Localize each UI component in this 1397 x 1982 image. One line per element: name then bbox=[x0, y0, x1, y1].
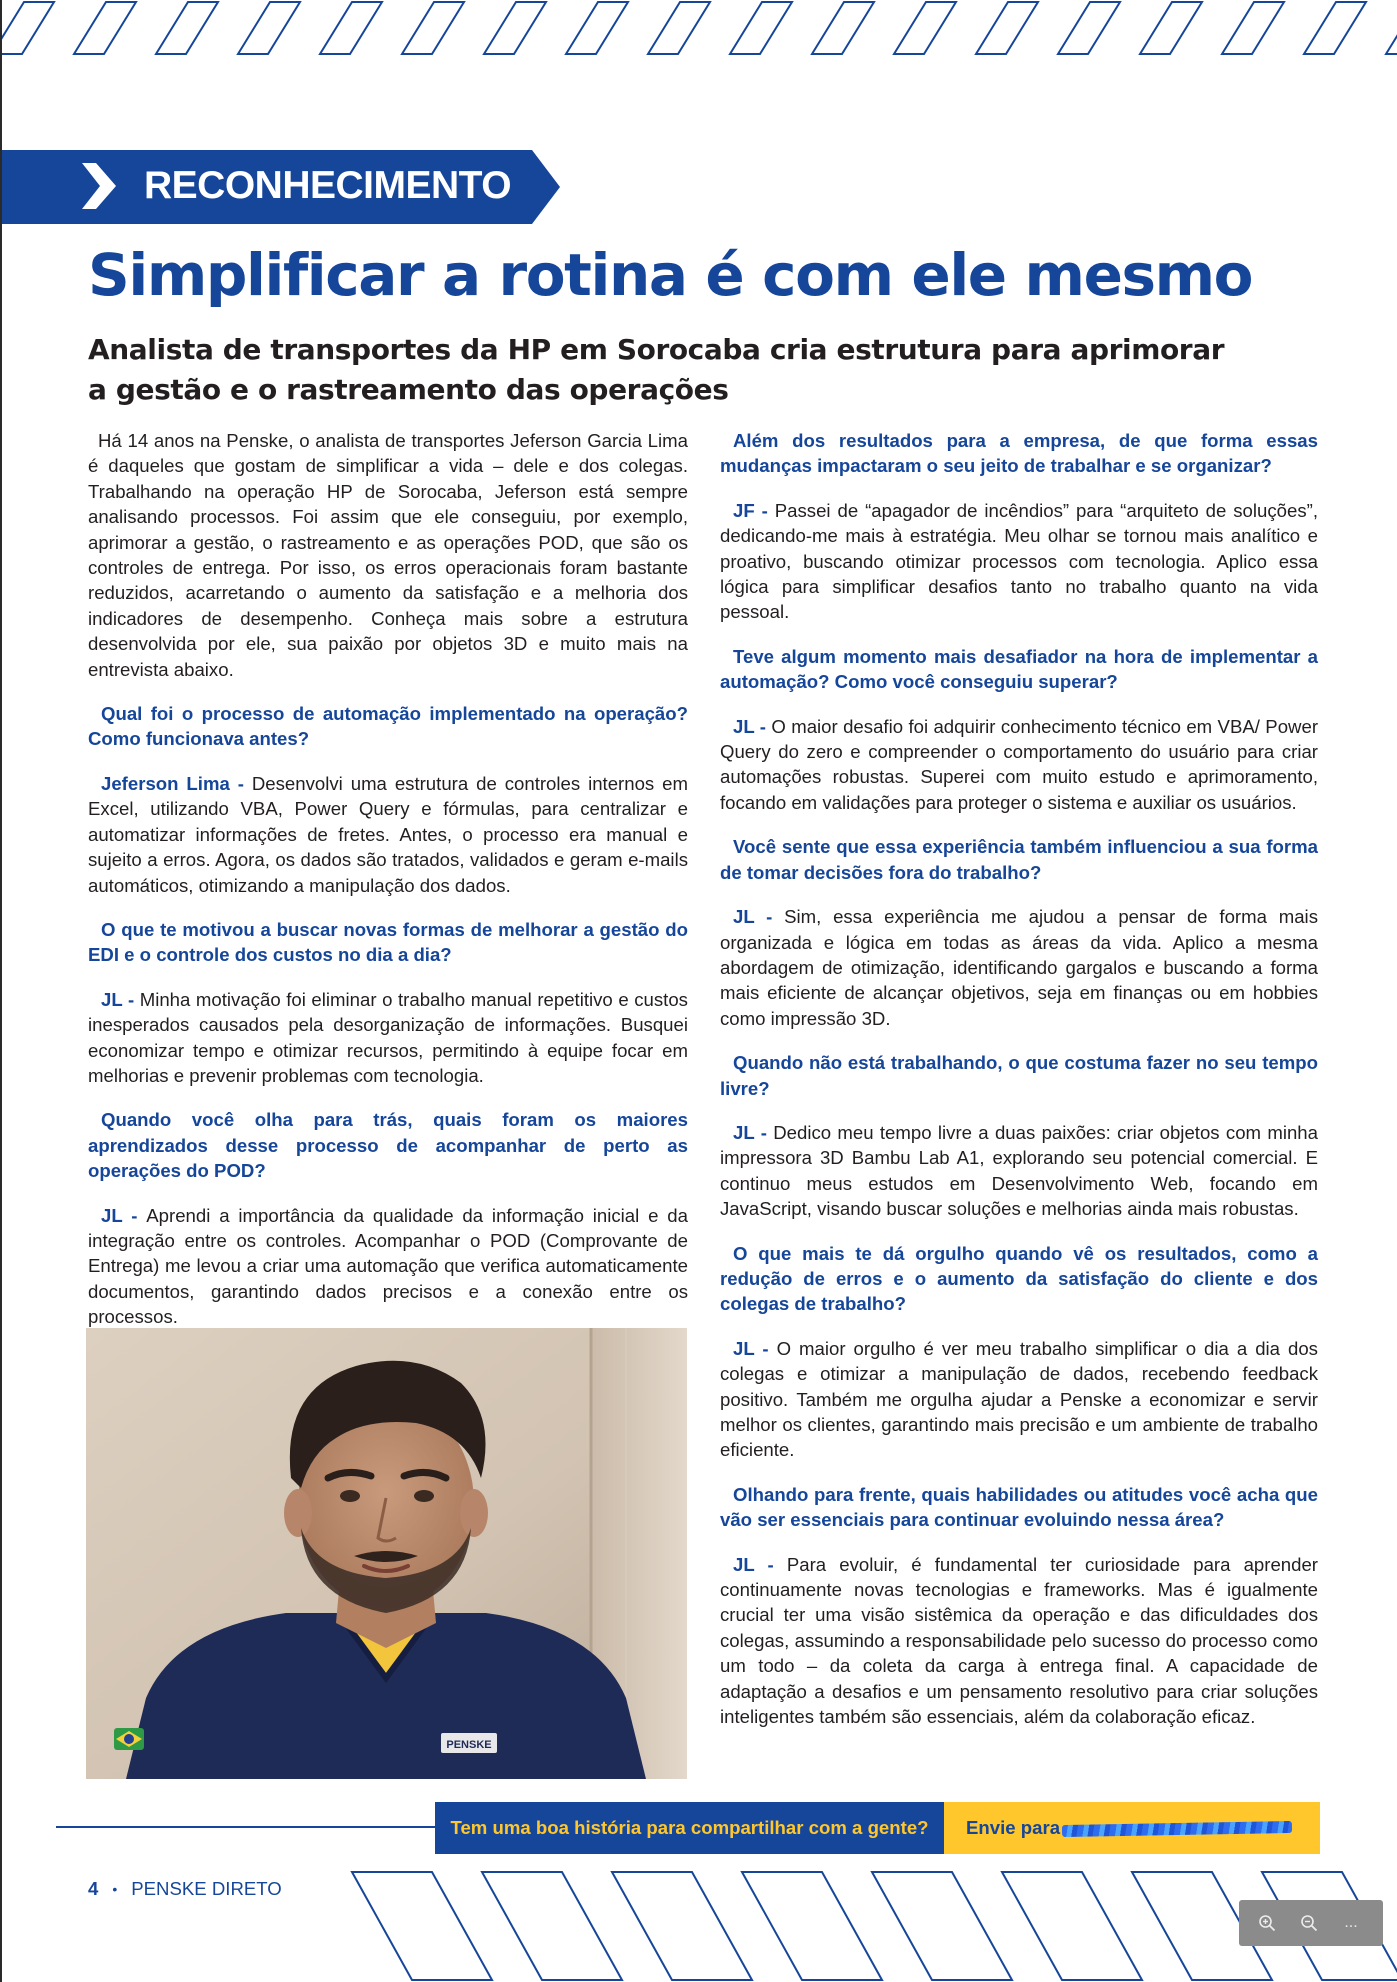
speaker-tag: JL bbox=[733, 1553, 755, 1575]
interview-question: Olhando para frente, quais habilidades ou atitudes você acha que vão ser essenciais para continuar evoluindo nessa área? bbox=[720, 1483, 1318, 1531]
answer-text: Para evoluir, é fundamental ter curiosidade para aprender continuamente novas tecnologias e frameworks. Mas é igualmente crucial ter uma visão sistêmica da operação e das dificuldades dos colegas, assumindo a responsabilidade pelo sucesso do processo como um todo – da coleta da carga à entrega final. A capacidade de adaptação a desafios e um pensamento resolutivo para criar soluções inteligentes também são essenciais, além da colaboração eficaz. bbox=[720, 1553, 1319, 1728]
speaker-separator: - bbox=[754, 906, 785, 928]
interview-question: Você sente que essa experiência também influenciou a sua forma de tomar decisões fora do trabalho? bbox=[720, 836, 1318, 883]
answer-text: O maior desafio foi adquirir conhecimento técnico em VBA/ Power Query do zero e compreender o comportamento do usuário para criar automações robustas. Superei com muito estudo e aprimoramento, focando em validações para proteger o sistema e auxiliar os usuários. bbox=[720, 715, 1319, 813]
speaker-separator: - bbox=[754, 499, 775, 521]
portrait-illustration bbox=[86, 1328, 687, 1779]
cta-question-box bbox=[435, 1802, 944, 1854]
speaker-tag: JL bbox=[733, 1337, 755, 1359]
interview-answer bbox=[720, 498, 1318, 625]
cta-question-text: Tem uma boa história para compartilhar com a gente? bbox=[450, 1817, 929, 1838]
cta-action-box bbox=[944, 1802, 1320, 1854]
section-label: RECONHECIMENTO bbox=[144, 164, 512, 207]
answer-text: Passei de “apagador de incêndios” para “arquiteto de soluções”, dedicando-me mais à estratégia. Meu olhar se tornou mais analítico e proativo, buscando otimizar processos com tecnologia. Aplico essa lógica para simplificar desafios tanto no trabalho quanto na vida pessoal. bbox=[720, 499, 1319, 623]
answer-text: Desenvolvi uma estrutura de controles internos em Excel, utilizando VBA, Power Query e fórmulas, para centralizar e automatizar informações de fretes. Antes, o processo era manual e sujeito a erros. Agora, os dados são tratados, validados e geram e-mails automáticos, otimizando a manipulação dos dados. bbox=[88, 772, 688, 896]
more-options-button[interactable] bbox=[1333, 1905, 1369, 1941]
shirt-logo: PENSKE bbox=[446, 1739, 492, 1751]
speaker-tag: JL bbox=[733, 906, 755, 928]
speaker-separator: - bbox=[122, 988, 140, 1010]
speaker-separator: - bbox=[754, 715, 772, 737]
interview-answer bbox=[88, 771, 688, 898]
cta-action-text: Envie para bbox=[966, 1817, 1061, 1838]
answer-text: Sim, essa experiência me ajudou a pensar de forma mais organizada e lógica em todas as áreas da vida. Aplico a mesma abordagem de otimização, identificando gargalos e buscando a forma mais eficiente de alcançar objetivos, seja em finanças ou em hobbies como impressão 3D. bbox=[720, 906, 1318, 1029]
speaker-tag: JL bbox=[101, 1204, 123, 1226]
interview-answer bbox=[720, 714, 1318, 816]
chevron-right-icon bbox=[82, 163, 116, 209]
page-number: 4 bbox=[88, 1878, 99, 1899]
publication-name: PENSKE DIRETO bbox=[131, 1878, 282, 1899]
article-subhead: Analista de transportes da HP em Sorocaba cria estrutura para aprimorar a gestão e o rastreamento das operações bbox=[88, 333, 1225, 406]
article-column-right bbox=[720, 428, 1318, 1748]
interview-answer bbox=[88, 1203, 688, 1330]
speaker-tag: JL bbox=[733, 1121, 755, 1143]
zoom-in-icon bbox=[1258, 1914, 1276, 1932]
interview-question: Quando não está trabalhando, o que costuma fazer no seu tempo livre? bbox=[720, 1052, 1318, 1099]
article-lead: Há 14 anos na Penske, o analista de transportes Jeferson Garcia Lima é daqueles que gostam de simplificar a vida – dele e dos colegas. Trabalhando na operação HP de Sorocaba, Jeferson está sempre analisando processos. Foi assim que ele conseguiu, por exemplo, aprimorar a gestão, o rastreamento e as operações POD, que são os controles de entrega. Por isso, os erros operacionais foram bastante reduzidos, acarretando o aumento da satisfação e a melhoria dos indicadores de desempenho. Conheça mais sobre a estrutura desenvolvida por ele, sua paixão por objetos 3D e muito mais na entrevista abaixo. bbox=[88, 430, 688, 680]
answer-text: Dedico meu tempo livre a duas paixões: criar objetos com minha impressora 3D Bambu Lab A1, explorando seu potencial comercial. E continuo meus estudos em Desenvolvimento Web, focando em JavaScript, visando buscar soluções e melhorias ainda mais robustas. bbox=[720, 1121, 1318, 1220]
more-options-label: ... bbox=[1344, 1914, 1358, 1931]
answer-text: Aprendi a importância da qualidade da informação inicial e da integração entre os controles. Acompanhar o POD (Comprovante de Entrega) me levou a criar uma automação que verifica automaticamente documentos, garantindo dados precisos e a conexão entre os processos. bbox=[88, 1204, 688, 1328]
speaker-separator: - bbox=[229, 772, 252, 794]
page-folio bbox=[88, 1878, 282, 1900]
interview-question: Teve algum momento mais desafiador na hora de implementar a automação? Como você conseguiu superar? bbox=[720, 645, 1318, 693]
answer-text: O maior orgulho é ver meu trabalho simplificar o dia a dia dos colegas e otimizar a manipulação de dados, recebendo feedback positivo. Também me orgulha ajudar a Penske a economizar e servir melhor os clientes, garantindo mais precisão e um ambiente de trabalho eficiente. bbox=[720, 1337, 1318, 1461]
zoom-in-button[interactable] bbox=[1249, 1905, 1285, 1941]
interview-question: Qual foi o processo de automação implementado na operação? Como funcionava antes? bbox=[88, 703, 688, 750]
viewer-zoom-toolbar bbox=[1239, 1900, 1383, 1946]
interview-answer bbox=[88, 987, 688, 1089]
interview-answer bbox=[720, 1336, 1318, 1463]
interview-answer bbox=[720, 904, 1318, 1031]
speaker-tag: JF bbox=[733, 499, 755, 521]
folio-bullet: • bbox=[112, 1881, 118, 1897]
speaker-separator: - bbox=[754, 1337, 777, 1359]
zoom-out-icon bbox=[1300, 1914, 1318, 1932]
top-stripe-decoration bbox=[2, 0, 1397, 56]
article-column-left bbox=[88, 428, 688, 1349]
speaker-tag: Jeferson Lima bbox=[101, 772, 230, 794]
interview-question: O que mais te dá orgulho quando vê os resultados, como a redução de erros e o aumento da satisfação do cliente e dos colegas de trabalho? bbox=[720, 1242, 1318, 1315]
interview-answer bbox=[720, 1552, 1318, 1730]
speaker-separator: - bbox=[122, 1204, 147, 1226]
answer-text: Minha motivação foi eliminar o trabalho manual repetitivo e custos inesperados causados pela desorganização de informações. Busquei economizar tempo e otimizar recursos, permitindo à equipe focar em melhorias e prevenir problemas com tecnologia. bbox=[88, 988, 688, 1086]
redacted-email-mark bbox=[1062, 1821, 1292, 1837]
interview-question: Quando você olha para trás, quais foram os maiores aprendizados desse processo de acompanhar de perto as operações do POD? bbox=[88, 1109, 688, 1182]
speaker-tag: JL bbox=[733, 715, 755, 737]
interview-question: Além dos resultados para a empresa, de que forma essas mudanças impactaram o seu jeito de trabalhar e se organizar? bbox=[720, 430, 1318, 477]
speaker-separator: - bbox=[754, 1553, 787, 1575]
speaker-separator: - bbox=[754, 1121, 774, 1143]
zoom-out-button[interactable] bbox=[1291, 1905, 1327, 1941]
speaker-tag: JL bbox=[101, 988, 123, 1010]
article-headline: Simplificar a rotina é com ele mesmo bbox=[88, 241, 1253, 309]
interview-answer bbox=[720, 1120, 1318, 1222]
interview-question: O que te motivou a buscar novas formas de melhorar a gestão do EDI e o controle dos custos no dia a dia? bbox=[88, 918, 688, 966]
portrait-photo bbox=[86, 1328, 687, 1779]
